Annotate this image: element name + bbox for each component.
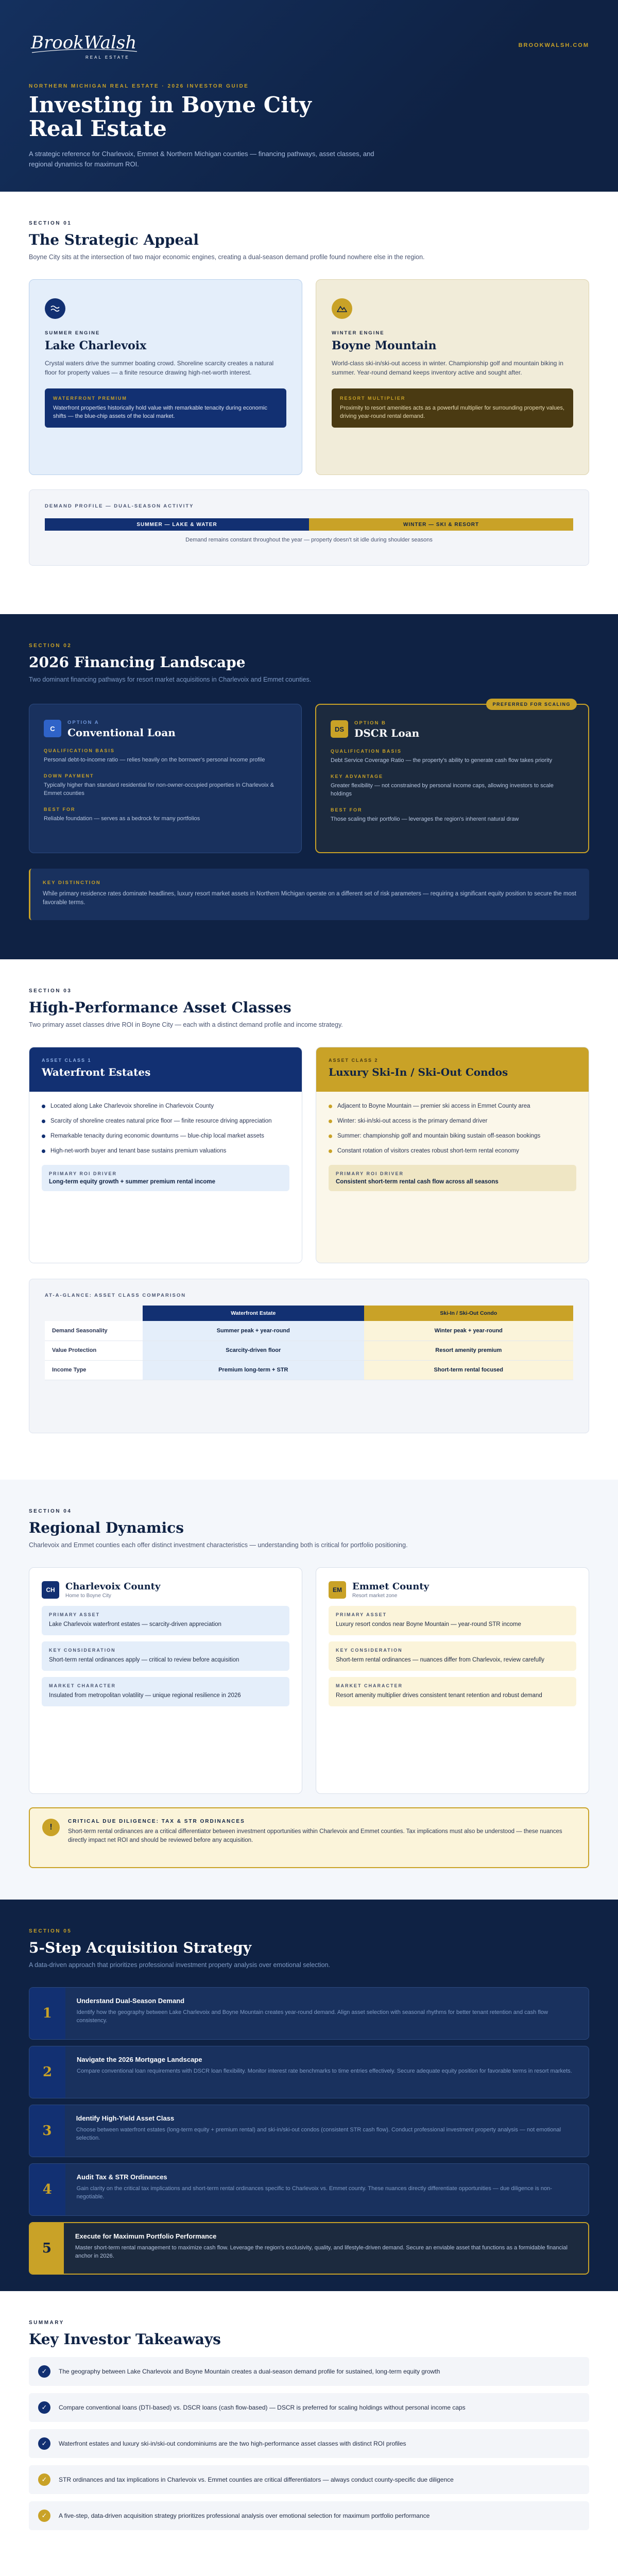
mountain-icon (332, 298, 352, 319)
section-number: SECTION 05 (29, 1928, 72, 1934)
list-item: Remarkable tenacity during economic downturns — blue-chip local market assets (42, 1132, 289, 1141)
region-cards (29, 1567, 589, 1794)
regional-dynamics-section (0, 1480, 618, 1900)
acquisition-strategy-section (0, 1900, 618, 2291)
region-subtitle: Home to Boyne City (65, 1593, 111, 1599)
section-intro: A data-driven approach that prioritizes professional investment property analysis over emotional selection. (29, 1961, 331, 1969)
comparison-title: AT-A-GLANCE: ASSET CLASS COMPARISON (45, 1293, 186, 1298)
logo-sub-text: REAL ESTATE (85, 55, 130, 60)
region-info-box: PRIMARY ASSET Luxury resort condos near Boyne Mountain — year-round STR income (329, 1606, 576, 1635)
takeaway-item: ✓ The geography between Lake Charlevoix and Boyne Mountain creates a dual-season demand profile for sustained, long-term equity growth (29, 2357, 589, 2386)
check-icon: ✓ (38, 2510, 50, 2522)
engine-description: World-class ski-in/ski-out access in winter. Championship golf and mountain biking in summer. Year-round demand keeps inventory active and sought after. (332, 360, 563, 376)
roi-driver-box (42, 1165, 289, 1191)
section-title: The Strategic Appeal (29, 231, 199, 248)
takeaway-item: ✓ A five-step, data-driven acquisition strategy prioritizes professional analysis over emotional selection for maximum portfolio performance (29, 2501, 589, 2530)
section-title: 5-Step Acquisition Strategy (29, 1939, 252, 1956)
loan-key: QUALIFICATION BASIS (44, 748, 115, 753)
region-info-box: KEY CONSIDERATION Short-term rental ordinances apply — critical to review before acquisition (42, 1641, 289, 1671)
engine-name: Boyne Mountain (332, 339, 437, 352)
loan-value: Greater flexibility — not constrained by personal income caps, allowing investors to scale holdings (331, 783, 554, 797)
section-intro: Boyne City sits at the intersection of two major economic engines, creating a dual-season demand profile found nowhere else in the region. (29, 253, 425, 261)
loan-value: Personal debt-to-income ratio — relies heavily on the borrower's personal income profile (44, 757, 265, 763)
engine-label: WINTER ENGINE (332, 330, 385, 336)
driver-key: PRIMARY ROI DRIVER (336, 1171, 404, 1176)
step-number: 1 (29, 1988, 65, 2039)
hero-title: Investing in Boyne City Real Estate (29, 92, 312, 141)
loan-key: DOWN PAYMENT (44, 773, 94, 778)
logo-main-text: BrookWalsh (31, 32, 137, 53)
website-link[interactable]: BROOKWALSH.COM (518, 42, 589, 48)
wave-icon (45, 298, 65, 319)
step-text: Compare conventional loan requirements with DSCR loan flexibility. Monitor interest rate benchmarks to time entries effectively. Secure adequate equity position for favorable terms in resort markets. (77, 2068, 572, 2074)
loan-key: KEY ADVANTAGE (331, 774, 384, 779)
box-text: Waterfront properties historically hold value with remarkable tenacity during economic shifts — the blue-chip assets of the local market. (53, 405, 267, 419)
region-badge: CH (42, 1581, 59, 1599)
table-row: Demand Seasonality Summer peak + year-round Winter peak + year-round (45, 1321, 573, 1341)
loan-option: OPTION A (67, 720, 99, 725)
loan-key: BEST FOR (331, 807, 363, 812)
warning-icon: ! (42, 1819, 60, 1836)
steps-list (29, 1987, 589, 2275)
step-title: Understand Dual-Season Demand (76, 1997, 185, 2005)
key-distinction-title: KEY DISTINCTION (43, 880, 101, 886)
section-number: SECTION 02 (29, 643, 72, 649)
region-badge: EM (329, 1581, 346, 1599)
asset-name: Luxury Ski-In / Ski-Out Condos (329, 1066, 508, 1078)
key-distinction-box (29, 869, 589, 920)
takeaway-item: ✓ STR ordinances and tax implications in Charlevoix vs. Emmet counties are critical differentiators — always conduct county-specific due diligence (29, 2465, 589, 2494)
check-icon: ✓ (38, 2401, 50, 2414)
check-icon: ✓ (38, 2437, 50, 2450)
loan-value: Those scaling their portfolio — leverages the region's inherent natural draw (331, 816, 519, 822)
loan-name: Conventional Loan (67, 726, 176, 739)
hero-eyebrow: NORTHERN MICHIGAN REAL ESTATE · 2026 INVESTOR GUIDE (29, 83, 249, 89)
step-item (29, 2046, 589, 2098)
column-header: Waterfront Estate (143, 1306, 364, 1321)
section-intro: Two dominant financing pathways for resort market acquisitions in Charlevoix and Emmet counties. (29, 676, 312, 683)
loan-cards (29, 704, 589, 853)
list-item: High-net-worth buyer and tenant base sustains premium valuations (42, 1147, 289, 1156)
charlevoix-card (29, 1567, 302, 1794)
loan-badge: DS (331, 720, 348, 738)
asset-name: Waterfront Estates (42, 1066, 151, 1078)
list-item: Located along Lake Charlevoix shoreline in Charlevoix County (42, 1102, 289, 1111)
asset-class-label: ASSET CLASS 1 (42, 1058, 92, 1063)
strategic-appeal-section (0, 192, 618, 614)
table-row: Value Protection Scarcity-driven floor Resort amenity premium (45, 1341, 573, 1360)
critical-text: Short-term rental ordinances are a critical differentiator between investment opportunities within Charlevoix and Emmet counties. Tax implications must also be understood — these nuances directly impact net ROI and should be reviewed before any acquisition. (68, 1828, 562, 1843)
list-item: Summer: championship golf and mountain biking sustain off-season bookings (329, 1132, 576, 1141)
takeaway-item: ✓ Waterfront estates and luxury ski-in/ski-out condominiums are the two high-performance asset classes with distinct ROI profiles (29, 2429, 589, 2458)
driver-key: PRIMARY ROI DRIVER (49, 1171, 117, 1176)
winter-segment: WINTER — SKI & RESORT (309, 518, 573, 531)
loan-option: OPTION B (354, 720, 386, 726)
conventional-loan-card (29, 704, 302, 853)
step-text: Gain clarity on the critical tax implications and short-term rental ordinances specific to Charlevoix vs. Emmet county. These nuances directly differentiate opportunities — due diligence is non-negotiable. (76, 2185, 552, 2200)
box-title: WATERFRONT PREMIUM (53, 396, 127, 401)
financing-section (0, 614, 618, 959)
summer-engine-card (29, 279, 302, 475)
region-info-box: PRIMARY ASSET Lake Charlevoix waterfront estates — scarcity-driven appreciation (42, 1606, 289, 1635)
summer-segment: SUMMER — LAKE & WATER (45, 518, 309, 531)
winter-engine-card (316, 279, 589, 475)
region-name: Emmet County (352, 1581, 430, 1592)
key-distinction-text: While primary residence rates dominate headlines, luxury resort market assets in Northern Michigan operate on a different set of risk parameters — requiring a significant equity position to secure the most favorable terms. (43, 891, 576, 906)
demand-profile (29, 489, 589, 566)
check-icon: ✓ (38, 2473, 50, 2486)
waterfront-card (29, 1047, 302, 1263)
loan-value: Typically higher than standard residential for non-owner-occupied properties in Charlevoix & Emmet counties (44, 782, 274, 796)
check-icon: ✓ (38, 2365, 50, 2378)
section-number: SUMMARY (29, 2320, 64, 2326)
brand-logo-graphic (29, 26, 142, 65)
loan-value: Debt Service Coverage Ratio — the property's ability to generate cash flow takes priority (331, 757, 553, 764)
section-number: SECTION 03 (29, 988, 72, 994)
roi-driver-box (329, 1165, 576, 1191)
critical-due-diligence-box (29, 1807, 589, 1868)
region-name: Charlevoix County (65, 1581, 161, 1592)
list-item: Winter: ski-in/ski-out access is the primary demand driver (329, 1117, 576, 1126)
step-title: Execute for Maximum Portfolio Performance (75, 2232, 217, 2240)
loan-value: Reliable foundation — serves as a bedrock for many portfolios (44, 816, 200, 822)
demand-note: Demand remains constant throughout the year — property doesn't sit idle during shoulder seasons (185, 537, 433, 543)
preferred-badge: PREFERRED FOR SCALING (486, 699, 577, 710)
driver-value: Long-term equity growth + summer premium rental income (49, 1179, 216, 1185)
loan-key: QUALIFICATION BASIS (331, 749, 402, 754)
step-text: Identify how the geography between Lake Charlevoix and Boyne Mountain creates year-round demand. Align asset selection with seasonal rhythms for better tenant retention and cash flow consistency. (76, 2009, 548, 2024)
asset-class-label: ASSET CLASS 2 (329, 1058, 379, 1063)
engine-name: Lake Charlevoix (45, 339, 147, 352)
region-info-box: MARKET CHARACTER Insulated from metropolitan volatility — unique regional resilience in 2026 (42, 1677, 289, 1706)
demand-bar (45, 518, 573, 531)
condo-card (316, 1047, 589, 1263)
column-header: Ski-In / Ski-Out Condo (364, 1306, 573, 1321)
driver-value: Consistent short-term rental cash flow across all seasons (336, 1179, 499, 1185)
step-text: Master short-term rental management to maximize cash flow. Leverage the region's exclusivity, quality, and lifestyle-driven demand. Secure an enviable asset that functions as a formidable financial anchor in 2026. (75, 2245, 568, 2259)
table-row: Income Type Premium long-term + STR Short-term rental focused (45, 1360, 573, 1380)
demand-title: DEMAND PROFILE — DUAL-SEASON ACTIVITY (45, 503, 194, 509)
engine-description: Crystal waters drive the summer boating crowd. Shoreline scarcity creates a natural floor for property values — a finite resource drawing high-net-worth interest. (45, 360, 274, 376)
section-title: Key Investor Takeaways (29, 2331, 221, 2348)
step-item (29, 1987, 589, 2040)
step-item (29, 2163, 589, 2216)
step-title: Navigate the 2026 Mortgage Landscape (77, 2056, 202, 2063)
loan-badge: C (44, 720, 61, 737)
engine-cards (29, 279, 589, 475)
list-item: Adjacent to Boyne Mountain — premier ski access in Emmet County area (329, 1102, 576, 1111)
section-number: SECTION 04 (29, 1509, 72, 1514)
hero-section (0, 0, 618, 192)
section-intro: Two primary asset classes drive ROI in Boyne City — each with a distinct demand profile and income strategy. (29, 1021, 343, 1028)
asset-cards (29, 1047, 589, 1263)
step-number: 3 (29, 2105, 65, 2157)
hero-subtitle: A strategic reference for Charlevoix, Emmet & Northern Michigan counties — financing pathways, asset classes, and regional dynamics for maximum ROI. (29, 150, 374, 168)
step-title: Identify High-Yield Asset Class (76, 2114, 175, 2122)
region-info-box: MARKET CHARACTER Resort amenity multiplier drives consistent tenant retention and robust demand (329, 1677, 576, 1706)
step-number: 5 (30, 2223, 64, 2274)
summary-section (0, 2291, 618, 2576)
comparison-table (45, 1306, 573, 1380)
emmet-card (316, 1567, 589, 1794)
step-number: 2 (29, 2046, 65, 2098)
asset-classes-section (0, 959, 618, 1480)
box-text: Proximity to resort amenities acts as a powerful multiplier for surrounding property values, driving year-round rental demand. (340, 405, 564, 419)
region-subtitle: Resort market zone (352, 1593, 398, 1599)
step-number: 4 (29, 2164, 65, 2215)
step-text: Choose between waterfront estates (long-term equity + premium rental) and ski-in/ski-out condos (consistent STR cash flow). Conduct professional investment property analysis — not emotional selection. (76, 2127, 561, 2141)
section-intro: Charlevoix and Emmet counties each offer distinct investment characteristics — understanding both is critical for portfolio positioning. (29, 1541, 408, 1549)
list-item: Constant rotation of visitors creates robust short-term rental economy (329, 1147, 576, 1156)
loan-name: DSCR Loan (354, 727, 420, 739)
step-item-final (29, 2222, 589, 2275)
waterfront-premium-box (45, 388, 286, 428)
step-item (29, 2105, 589, 2157)
comparison-table-box (29, 1279, 589, 1433)
section-number: SECTION 01 (29, 221, 72, 226)
takeaway-item: ✓ Compare conventional loans (DTI-based) vs. DSCR loans (cash flow-based) — DSCR is preferred for scaling holdings without personal income caps (29, 2393, 589, 2422)
critical-title: CRITICAL DUE DILIGENCE: TAX & STR ORDINANCES (68, 1819, 245, 1824)
step-title: Audit Tax & STR Ordinances (76, 2173, 167, 2181)
box-title: RESORT MULTIPLIER (340, 396, 406, 401)
loan-key: BEST FOR (44, 807, 76, 812)
engine-label: SUMMER ENGINE (45, 330, 100, 336)
section-title: High-Performance Asset Classes (29, 999, 291, 1016)
region-info-box: KEY CONSIDERATION Short-term rental ordinances — nuances differ from Charlevoix, review carefully (329, 1641, 576, 1671)
brand-logo[interactable] (29, 26, 142, 65)
dscr-loan-card (315, 704, 589, 853)
section-title: 2026 Financing Landscape (29, 654, 246, 671)
resort-multiplier-box (332, 388, 573, 428)
list-item: Scarcity of shoreline creates natural price floor — finite resource driving appreciation (42, 1117, 289, 1126)
section-title: Regional Dynamics (29, 1519, 184, 1536)
